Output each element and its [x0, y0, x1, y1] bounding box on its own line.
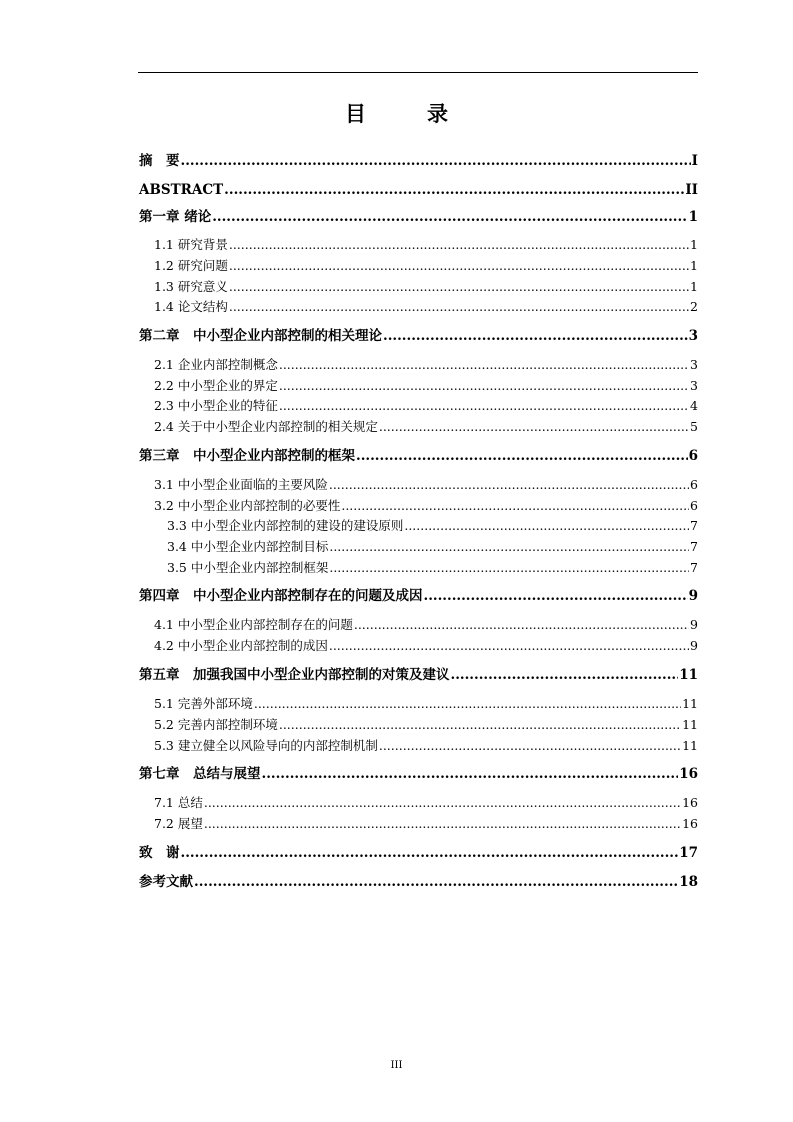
dot-leader — [329, 637, 689, 655]
toc-entry-label: 第三章 中小型企业内部控制的框架 — [139, 448, 355, 464]
dot-leader — [224, 181, 684, 199]
toc-entry-page: 6 — [690, 498, 698, 513]
toc-entry-label: 1.4 论文结构 — [154, 299, 228, 314]
toc-entry-page: 4 — [690, 398, 698, 413]
toc-entry-page: 11 — [679, 667, 698, 683]
dot-leader — [356, 447, 688, 465]
dot-leader — [279, 397, 689, 415]
toc-entry-page: 1 — [690, 279, 698, 294]
toc-entry-page: 7 — [690, 518, 698, 533]
toc-entry-page: 11 — [682, 696, 698, 711]
toc-entry-chapter-3[interactable] — [139, 447, 698, 465]
dot-leader — [212, 208, 687, 226]
toc-entry-section-7-1[interactable] — [154, 794, 698, 812]
toc-entry-page: 9 — [690, 638, 698, 653]
toc-entry-label: 第二章 中小型企业内部控制的相关理论 — [139, 328, 382, 344]
toc-entry-section-4-1[interactable] — [154, 616, 698, 634]
dot-leader — [279, 377, 689, 395]
toc-entry-label: 2.2 中小型企业的界定 — [154, 378, 278, 393]
toc-entry-chapter-1[interactable] — [139, 208, 698, 226]
dot-leader — [354, 616, 689, 634]
toc-entry-page: 9 — [690, 617, 698, 632]
toc-entry-chapter-7[interactable] — [139, 765, 698, 783]
dot-leader — [254, 695, 681, 713]
toc-entry-label: 5.2 完善内部控制环境 — [154, 717, 278, 732]
toc-entry-label: 3.5 中小型企业内部控制框架 — [167, 560, 329, 575]
toc-entry-label: 4.2 中小型企业内部控制的成因 — [154, 638, 328, 653]
toc-entry-page: II — [685, 182, 698, 198]
toc-entry-section-3-5[interactable] — [167, 559, 698, 577]
toc-entry-label: ABSTRACT — [139, 182, 224, 198]
toc-entry-section-5-2[interactable] — [154, 716, 698, 734]
toc-entry-section-1-4[interactable] — [154, 298, 698, 316]
toc-entry-label: 5.1 完善外部环境 — [154, 696, 253, 711]
table-of-contents — [139, 0, 698, 1122]
dot-leader — [194, 873, 678, 891]
toc-entry-label: 1.3 研究意义 — [154, 279, 228, 294]
page-number: III — [390, 1060, 403, 1071]
toc-entry-chapter-2[interactable] — [139, 327, 698, 345]
dot-leader — [341, 497, 689, 515]
toc-entry-label: 第七章 总结与展望 — [139, 766, 261, 782]
page-title: 目 录 — [345, 101, 468, 126]
toc-entry-label: 2.3 中小型企业的特征 — [154, 398, 278, 413]
toc-entry-section-1-1[interactable] — [154, 236, 698, 254]
toc-entry-label: 7.1 总结 — [154, 795, 203, 810]
toc-entry-section-3-1[interactable] — [154, 476, 698, 494]
dot-leader — [181, 152, 691, 170]
toc-entry-page: 1 — [688, 209, 698, 225]
toc-entry-references[interactable] — [139, 873, 698, 891]
toc-entry-page: 1 — [690, 237, 698, 252]
dot-leader — [279, 356, 689, 374]
dot-leader — [329, 476, 689, 494]
toc-entry-section-2-2[interactable] — [154, 377, 698, 395]
toc-entry-section-5-3[interactable] — [154, 737, 698, 755]
toc-entry-page: 3 — [688, 328, 698, 344]
dot-leader — [204, 815, 681, 833]
dot-leader — [262, 765, 679, 783]
dot-leader — [379, 418, 689, 436]
toc-entry-label: 第一章 绪论 — [139, 209, 212, 225]
dot-leader — [229, 278, 689, 296]
dot-leader — [279, 716, 681, 734]
dot-leader — [424, 587, 688, 605]
toc-entry-page: 6 — [688, 448, 698, 464]
toc-entry-label: 5.3 建立健全以风险导向的内部控制机制 — [154, 738, 378, 753]
toc-entry-page: 16 — [679, 766, 698, 782]
toc-entry-page: 6 — [690, 477, 698, 492]
toc-entry-label: 4.1 中小型企业内部控制存在的问题 — [154, 617, 353, 632]
toc-entry-page: 2 — [690, 299, 698, 314]
toc-entry-section-3-3[interactable] — [167, 517, 698, 535]
toc-entry-section-4-2[interactable] — [154, 637, 698, 655]
toc-entry-section-7-2[interactable] — [154, 815, 698, 833]
dot-leader — [229, 298, 689, 316]
dot-leader — [329, 559, 689, 577]
toc-entry-label: 第四章 中小型企业内部控制存在的问题及成因 — [139, 588, 423, 604]
toc-entry-section-3-2[interactable] — [154, 497, 698, 515]
toc-entry-label: 3.4 中小型企业内部控制目标 — [167, 539, 329, 554]
dot-leader — [329, 538, 689, 556]
dot-leader — [451, 666, 679, 684]
toc-entry-label: 2.4 关于中小型企业内部控制的相关规定 — [154, 419, 378, 434]
toc-entry-label: 1.2 研究问题 — [154, 258, 228, 273]
toc-entry-page: 3 — [690, 378, 698, 393]
dot-leader — [229, 236, 689, 254]
dot-leader — [204, 794, 681, 812]
dot-leader — [383, 327, 688, 345]
toc-entry-label: 参考文献 — [139, 874, 193, 890]
toc-entry-section-1-2[interactable] — [154, 257, 698, 275]
toc-entry-label: 7.2 展望 — [154, 816, 203, 831]
toc-entry-page: 11 — [682, 717, 698, 732]
toc-entry-page: 1 — [690, 258, 698, 273]
toc-entry-section-2-1[interactable] — [154, 356, 698, 374]
toc-entry-page: 16 — [682, 795, 698, 810]
dot-leader — [379, 737, 681, 755]
toc-entry-label: 致 谢 — [139, 845, 180, 861]
toc-entry-page: 5 — [690, 419, 698, 434]
toc-entry-label: 3.1 中小型企业面临的主要风险 — [154, 477, 328, 492]
toc-entry-page: 7 — [690, 560, 698, 575]
toc-entry-abstract-en[interactable] — [139, 181, 698, 199]
toc-entry-chapter-4[interactable] — [139, 587, 698, 605]
toc-entry-label: 摘 要 — [139, 153, 180, 169]
dot-leader — [181, 844, 679, 862]
toc-entry-page: 17 — [679, 845, 698, 861]
toc-entry-section-3-4[interactable] — [167, 538, 698, 556]
toc-entry-label: 1.1 研究背景 — [154, 237, 228, 252]
toc-entry-acknowledgements[interactable] — [139, 844, 698, 862]
toc-entry-label: 2.1 企业内部控制概念 — [154, 357, 278, 372]
toc-entry-label: 3.2 中小型企业内部控制的必要性 — [154, 498, 341, 513]
toc-entry-chapter-5[interactable] — [139, 666, 698, 684]
toc-entry-section-2-3[interactable] — [154, 397, 698, 415]
toc-entry-section-2-4[interactable] — [154, 418, 698, 436]
toc-entry-page: I — [691, 153, 698, 169]
toc-entry-page: 18 — [679, 874, 698, 890]
toc-entry-abstract-cn[interactable] — [139, 152, 698, 170]
toc-entry-page: 9 — [688, 588, 698, 604]
toc-entry-section-1-3[interactable] — [154, 278, 698, 296]
dot-leader — [404, 517, 689, 535]
toc-entry-label: 第五章 加强我国中小型企业内部控制的对策及建议 — [139, 667, 450, 683]
toc-entry-page: 7 — [690, 539, 698, 554]
dot-leader — [229, 257, 689, 275]
toc-entry-label: 3.3 中小型企业内部控制的建设的建设原则 — [167, 518, 404, 533]
toc-entry-page: 3 — [690, 357, 698, 372]
toc-entry-page: 16 — [682, 816, 698, 831]
toc-entry-page: 11 — [682, 738, 698, 753]
toc-entry-section-5-1[interactable] — [154, 695, 698, 713]
